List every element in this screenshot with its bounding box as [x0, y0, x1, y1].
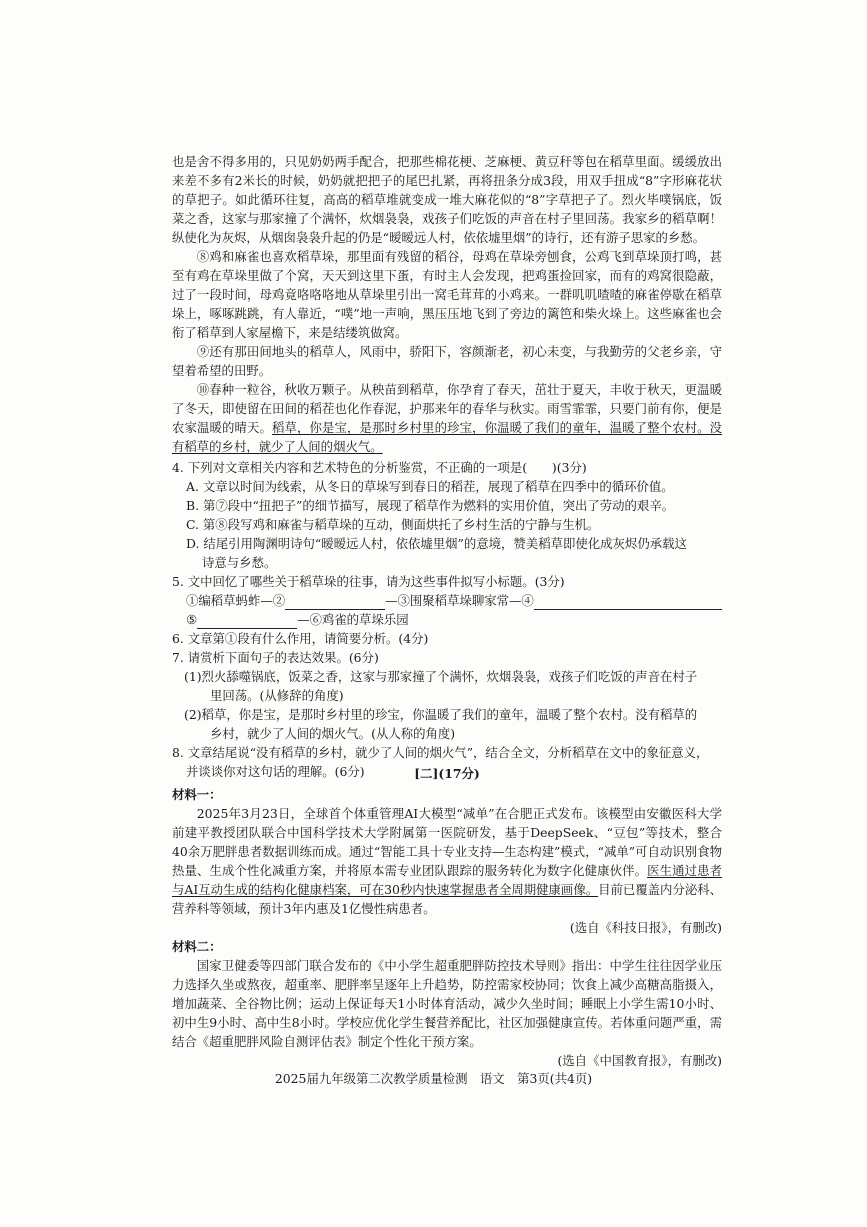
question-4-option-a: A. 文章以时间为线索，从冬日的草垛写到春日的稻茬，展现了稻草在四季中的循环价值。 — [186, 479, 674, 494]
paragraph-8: ⑧鸡和麻雀也喜欢稻草垛，那里面有残留的稻谷，母鸡在草垛旁刨食，公鸡飞到草垛顶打鸣，甚至有鸡在草垛里做了个窝，天天到这里下蛋，有时主人会发现，把鸡蛋捡回家，而有的鸡窝很隐蔽，过了一段时间，母鸡竟咯咯咯地从草垛里引出一窝毛茸茸的小鸡来。一群叽叽喳喳的麻雀停歇在稻草垛上，啄啄跳跳，有人靠近，“噗”地一声响，黑压压地飞到了旁边的篱笆和柴火垛上。这些麻雀也会衔了稻草到人家屋檐下，来是结缕筑做窝。 — [172, 249, 722, 340]
question-4: 4. 下列对文章相关内容和艺术特色的分析鉴赏，不正确的一项是( )(3分) — [172, 460, 587, 475]
material-1-text-end: 目前已覆盖内分泌科、营养科等领域，预计3年内惠及1亿慢性病患者。 — [172, 882, 723, 916]
question-6: 6. 文章第①段有什么作用，请简要分析。(4分) — [172, 631, 429, 646]
question-4-option-b: B. 第⑦段中“扭把子”的细节描写，展现了稻草作为燃料的实用价值，突出了劳动的艰辛。 — [186, 498, 675, 513]
material-1-source: (选自《科技日报》，有删改) — [569, 920, 722, 935]
question-4-option-d-cont: 诗意与乡愁。 — [202, 555, 277, 570]
section-2-title: [二](17分) — [414, 766, 480, 781]
section-2 — [172, 762, 722, 1070]
material-1-text: 2025年3月23日，全球首个体重管理AI大模型“减单”在合肥正式发布。该模型由安徽医科大学前建平教授团队联合中国科学技术大学附属第一医院研发，基于DeepSeek、“豆包”等技术，整合40余万肥胖患者数据训练而成。通过“智能工具十专业支持—生态构建”模式，“减单”可自动识别食物热量、生成个性化减重方案，并将原本需专业团队跟踪的服务转化为数字化健康伙伴。 — [172, 806, 722, 878]
question-7-part-1: (1)烈火舔噬锅底，饭菜之香，这家与那家撞了个满怀，炊烟袅袅，戏孩子们吃饭的声音在村子 — [184, 669, 698, 684]
questions-section-1 — [172, 458, 722, 781]
material-2-source: (选自《中国教育报》，有删改) — [557, 1053, 722, 1068]
paragraph-10 — [172, 380, 722, 456]
material-2-body: 国家卫健委等四部门联合发布的《中小学生超重肥胖防控技术导则》指出：中学生往往因学业压力选择久坐或熬夜，超重率、肥胖率呈逐年上升趋势，防控需家校协同；饮食上减少高糖高脂摄入，增加蔬菜、全谷物比例；运动上保证每天1小时体育活动，减少久坐时间；睡眠上小学生需10小时、初中生9小时、高中生8小时。学校应优化学生餐营养配比，社区加强健康宣传。若体重问题严重，需结合《超重肥胖风险自测评估表》制定个性化干预方案。 — [172, 958, 722, 1049]
answer-blank-5[interactable] — [197, 616, 297, 629]
question-8: 8. 文章结尾说“没有稻草的乡村，就少了人间的烟火气”，结合全文，分析稻草在文中的象征意义， — [172, 745, 709, 760]
paragraph-9: ⑨还有那田间地头的稻草人，风雨中，骄阳下，容颜渐老，初心未变，与我勤劳的父老乡亲，守望着希望的田野。 — [172, 344, 722, 378]
question-7: 7. 请赏析下面句子的表达效果。(6分) — [172, 650, 379, 665]
question-4-option-c: C. 第⑧段写鸡和麻雀与稻草垛的互动，侧面烘托了乡村生活的宁静与生机。 — [186, 517, 600, 532]
page-footer: 2025届九年级第二次教学质量检测 语文 第3页(共4页) — [274, 1071, 593, 1086]
paragraph-10-text: ⑩春种一粒谷，秋收万颗子。从秧苗到稻草，你孕育了春天，茁壮于夏天，丰收于秋天，更温暖了冬天，即使留在田间的稻茬也化作春泥，护那来年的春华与秋实。雨雪霏霏，只要门前有你，便是农家温暖的晴天。 — [172, 382, 722, 435]
question-5: 5. 文中回忆了哪些关于稻草垛的往事，请为这些事件拟写小标题。(3分) — [172, 574, 565, 589]
question-7-part-2: (2)稻草，你是宝，是那时乡村里的珍宝，你温暖了我们的童年，温暖了整个农村。没有稻草的 — [184, 707, 698, 722]
question-7-part-1-cont: 里回荡。(从修辞的角度) — [210, 688, 344, 703]
material-1-underlined: 医生通过患者与AI互动生成的结构化健康档案，可在30秒内快速掌握患者全周期健康画像。 — [172, 863, 723, 897]
reading-passage — [172, 152, 722, 456]
material-1-body — [172, 804, 722, 918]
answer-label-6: —⑥鸡雀的草垛乐园 — [297, 612, 409, 627]
question-7-part-2-cont: 乡村，就少了人间的烟火气。(从人称的角度) — [210, 726, 456, 741]
material-1-title: 材料一： — [172, 787, 222, 802]
question-5-answer-row-2 — [186, 610, 722, 629]
answer-blank-2[interactable] — [285, 597, 385, 610]
answer-label-1: ①编稻草蚂蚱—② — [186, 593, 286, 608]
paragraph-7-continued: 也是舍不得多用的，只见奶奶两手配合，把那些棉花梗、芝麻梗、黄豆秆等包在稻草里面。缓缓放出来差不多有2米长的时候，奶奶就把把子的尾巴扎紧，再将扭条分成3段，用双手扭成“8”字形麻花状的草把子。如此循环往复，高高的稻草堆就变成一堆大麻花似的“8”字草把子了。烈火毕噗锅底，饭菜之香，这家与那家撞了个满怀，炊烟袅袅，戏孩子们吃饭的声音在村子里回荡。我家乡的稻草啊！纵使化为灰烬，从烟囱袅袅升起的仍是“暧暧远人村，依依墟里烟”的诗行，还有游子思家的乡愁。 — [172, 154, 722, 245]
question-4-option-d: D. 结尾引用陶渊明诗句“暧暧远人村，依依墟里烟”的意境，赞美稻草即使化成灰烬仍承载这 — [186, 536, 687, 551]
answer-blank-4[interactable] — [534, 596, 722, 610]
question-8-cont: 并谈谈你对这句话的理解。(6分) — [186, 764, 365, 779]
material-2-title: 材料二： — [172, 939, 222, 954]
answer-label-5: ⑤ — [186, 612, 198, 627]
paragraph-10-underlined: 稻草，你是宝，是那时乡村里的珍宝，你温暖了我们的童年，温暖了整个农村。没有稻草的乡村，就少了人间的烟火气。 — [172, 420, 723, 454]
answer-label-3: —③围聚稻草垛聊家常—④ — [385, 593, 534, 608]
question-5-answer-row-1 — [186, 591, 722, 610]
